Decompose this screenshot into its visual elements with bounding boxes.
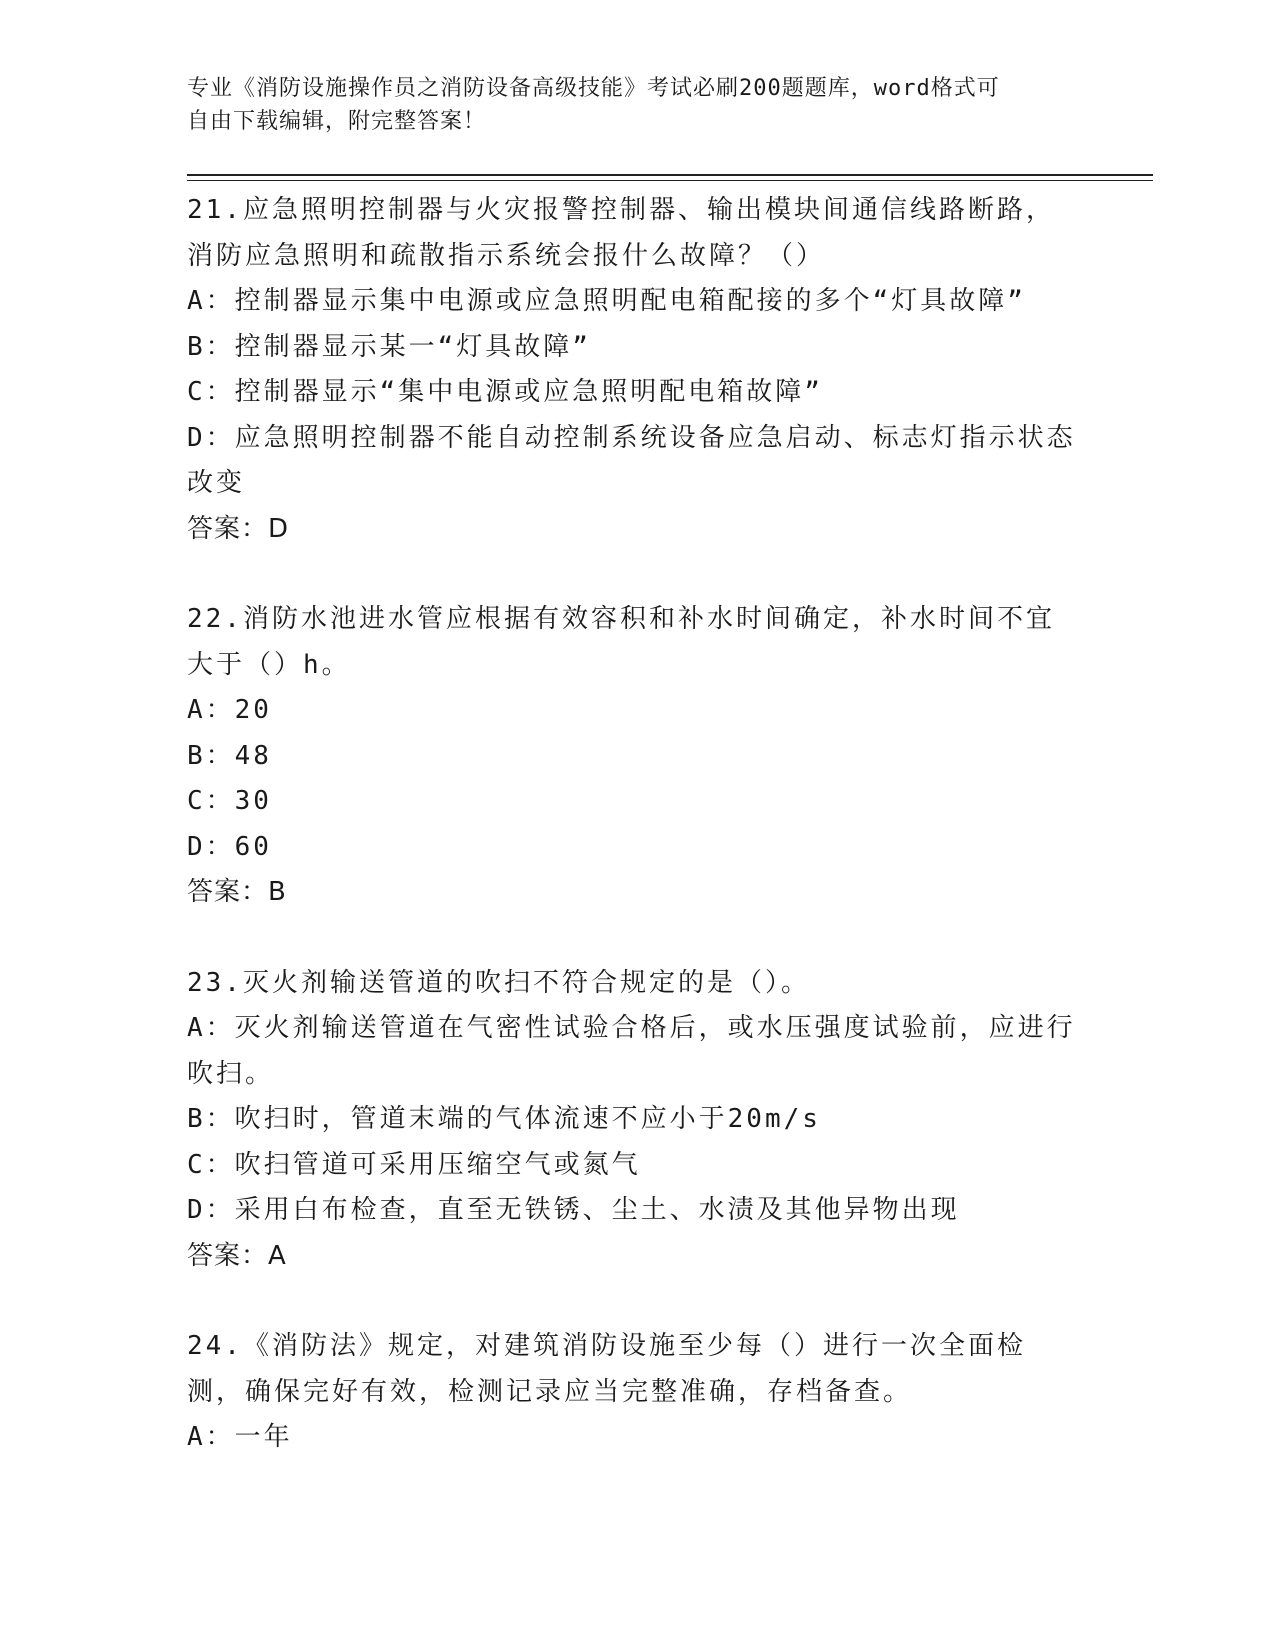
question-text: 22.消防水池进水管应根据有效容积和补水时间确定，补水时间不宜大于（）h。 (187, 604, 1055, 680)
question-24 (187, 1324, 1077, 1461)
option-c: C：吹扫管道可采用压缩空气或氮气 (187, 1149, 641, 1180)
spacer (187, 552, 1077, 597)
option-a: A：20 (187, 695, 272, 725)
option-d: D：应急照明控制器不能自动控制系统设备应急启动、标志灯指示状态改变 (187, 422, 1076, 498)
question-list (187, 188, 1077, 1461)
option-d: D：60 (187, 831, 272, 862)
question-text: 21.应急照明控制器与火灾报警控制器、输出模块间通信线路断路，消防应急照明和疏散指示系统会报什么故障？（） (187, 195, 1055, 271)
answer: 答案：B (187, 877, 287, 907)
question-22 (187, 597, 1077, 916)
header-rule-thick (187, 174, 1153, 176)
answer: 答案：A (187, 1240, 287, 1271)
option-b: B：48 (187, 740, 272, 771)
spacer (187, 916, 1077, 961)
option-b: B：控制器显示某一“灯具故障” (187, 331, 591, 362)
question-text: 24.《消防法》规定，对建筑消防设施至少每（）进行一次全面检测，确保完好有效，检测记录应当完整准确，存档备查。 (187, 1331, 1026, 1407)
header-line-2: 自由下载编辑，附完整答案！ (187, 109, 487, 134)
option-c: C：30 (187, 786, 272, 816)
question-text: 23.灭火剂输送管道的吹扫不符合规定的是（）。 (187, 967, 810, 998)
question-21 (187, 188, 1077, 552)
header-rule-thin (187, 180, 1153, 181)
option-c: C：控制器显示“集中电源或应急照明配电箱故障” (187, 377, 823, 407)
question-23 (187, 961, 1077, 1280)
spacer (187, 1279, 1077, 1324)
document-header (187, 72, 1067, 138)
option-d: D：采用白布检查，直至无铁锈、尘土、水渍及其他异物出现 (187, 1195, 960, 1225)
option-a: A：控制器显示集中电源或应急照明配电箱配接的多个“灯具故障” (187, 286, 1026, 316)
option-a: A：灭火剂输送管道在气密性试验合格后，或水压强度试验前，应进行吹扫。 (187, 1013, 1076, 1089)
answer: 答案：D (187, 513, 290, 544)
option-a: A：一年 (187, 1422, 293, 1452)
header-line-1: 专业《消防设施操作员之消防设备高级技能》考试必刷200题题库，word格式可 (187, 76, 1000, 101)
option-b: B：吹扫时，管道末端的气体流速不应小于20m/s (187, 1104, 821, 1134)
